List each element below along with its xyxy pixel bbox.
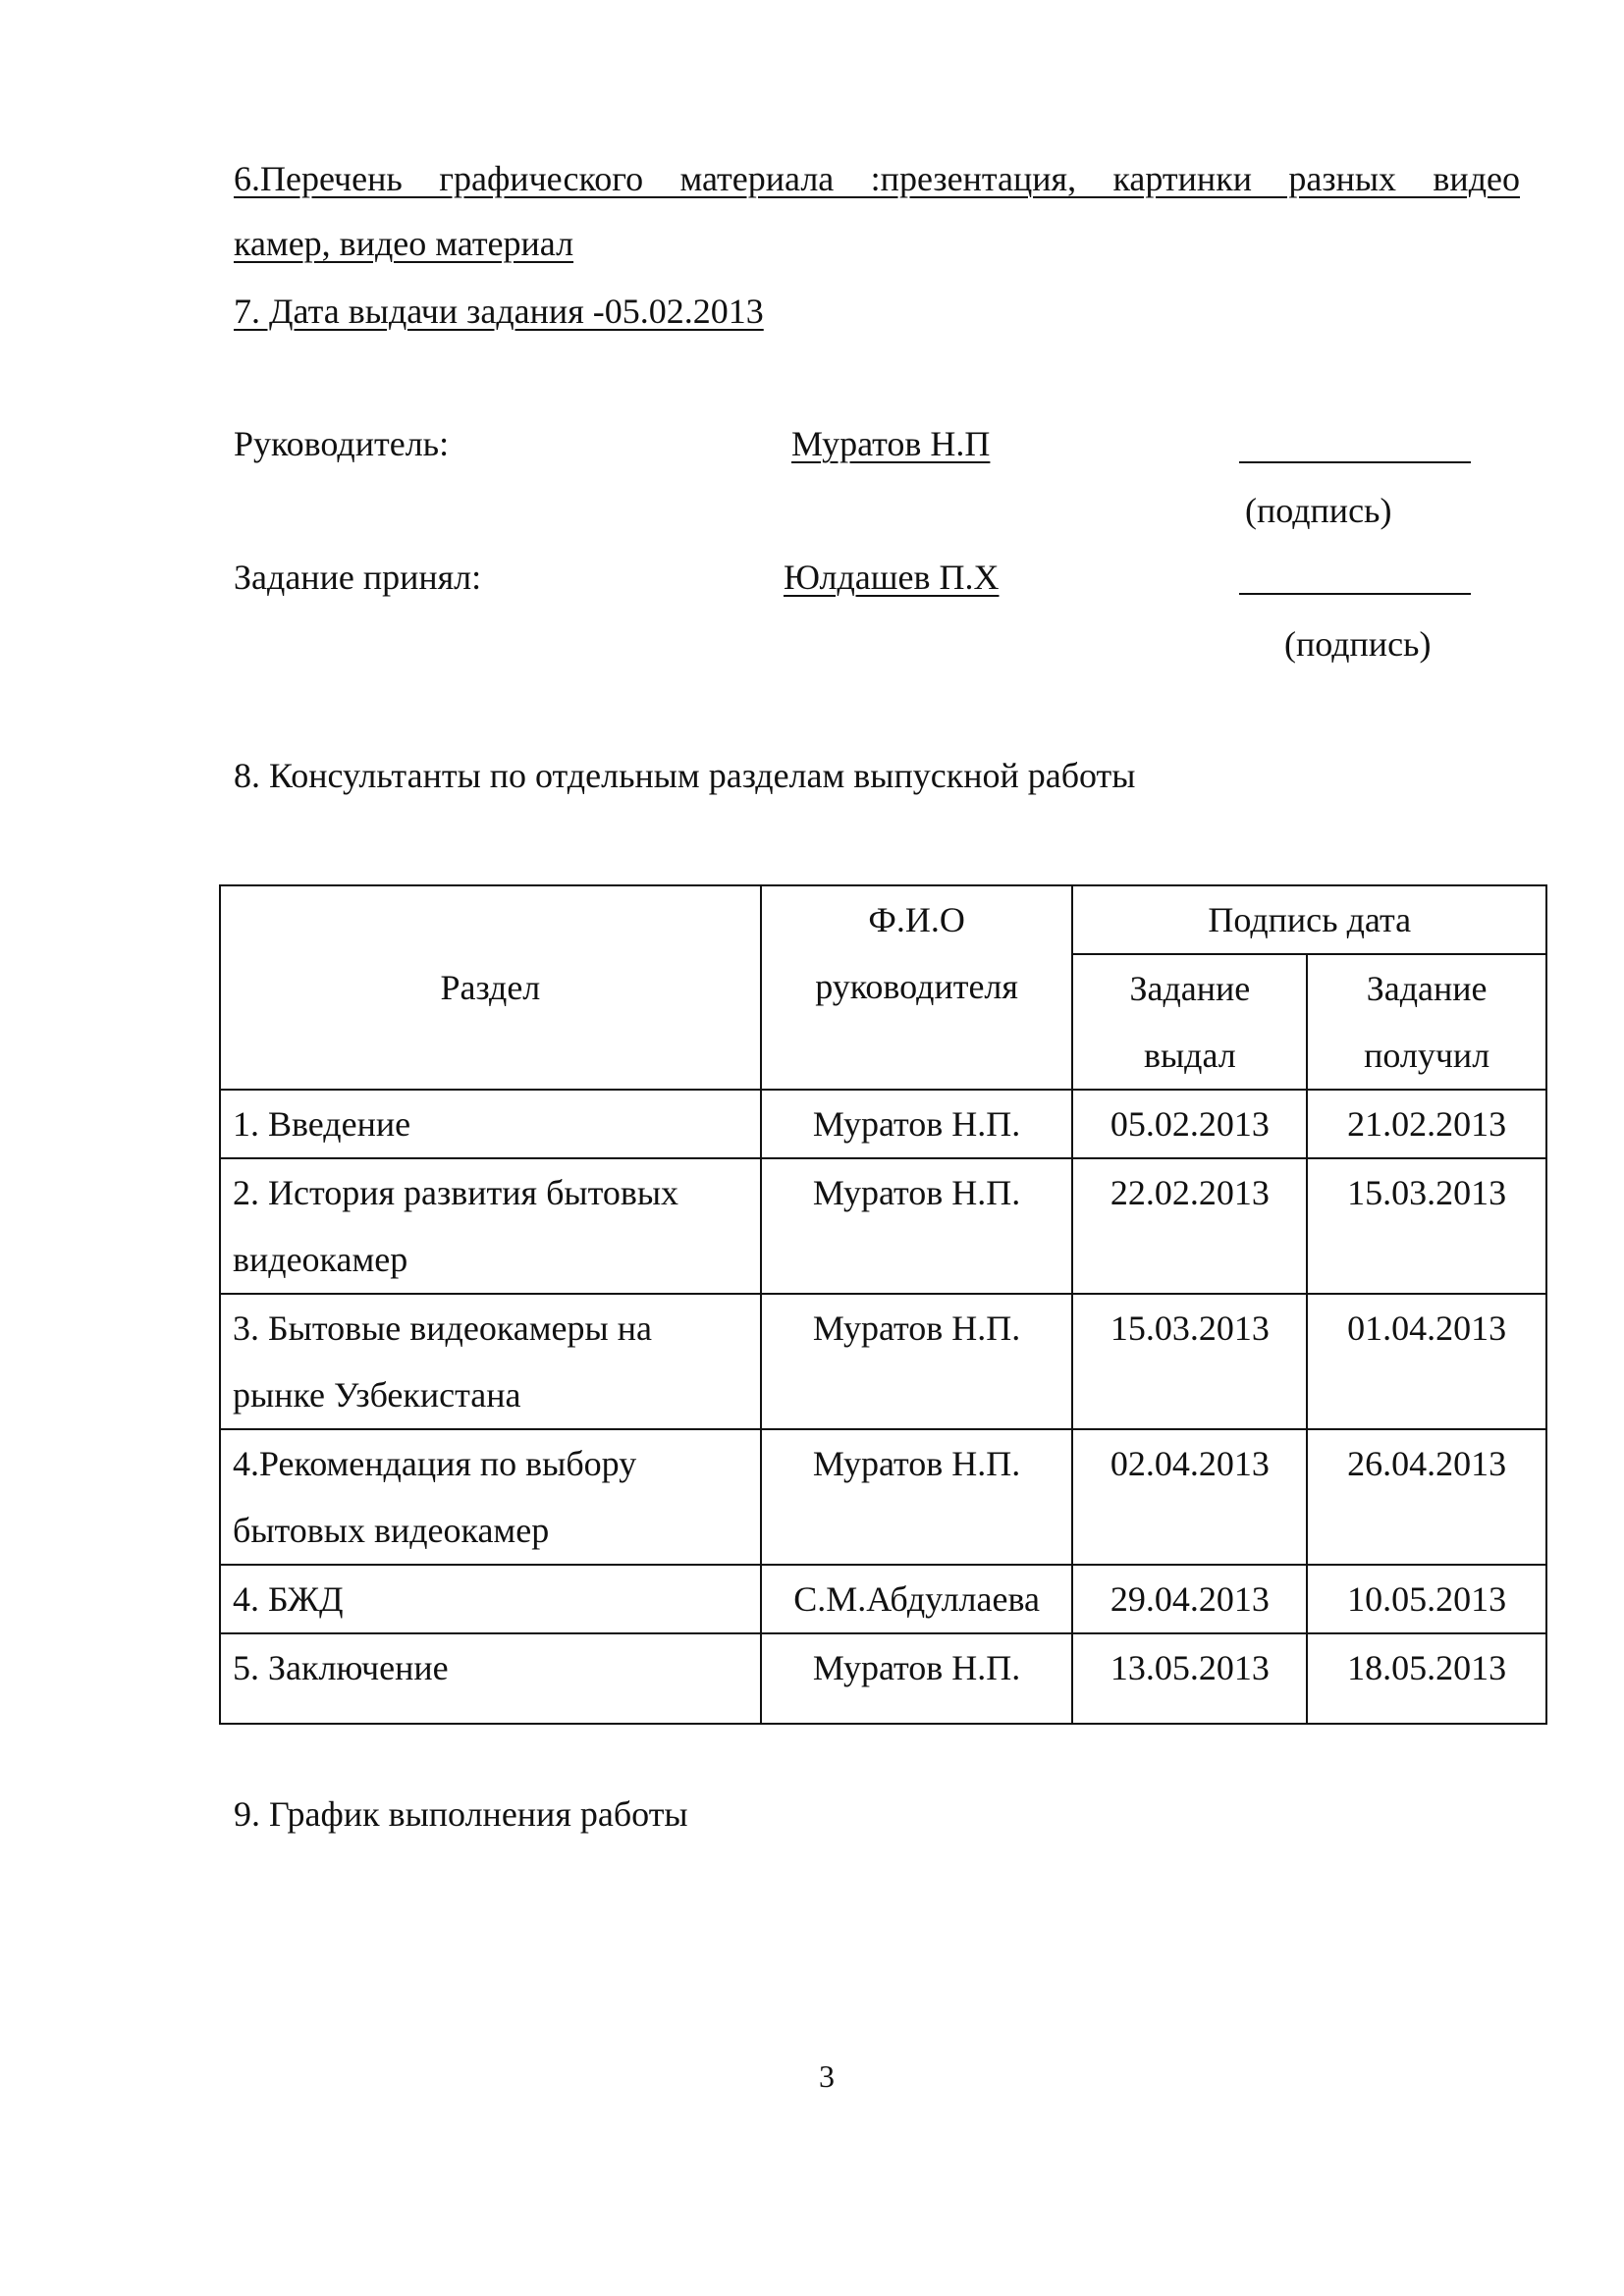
row-received-date: 15.03.2013	[1307, 1158, 1546, 1294]
header-sign-date	[1072, 885, 1546, 954]
accepted-signature-line	[1239, 593, 1471, 595]
header-received	[1307, 954, 1546, 1090]
row-fio: Муратов Н.П.	[761, 1090, 1073, 1158]
row-issued-date: 29.04.2013	[1072, 1565, 1307, 1633]
supervisor-name: Муратов Н.П	[791, 424, 991, 463]
row-received-date: 01.04.2013	[1307, 1294, 1546, 1429]
table-row	[220, 1090, 1546, 1158]
row-section: 1. Введение	[220, 1090, 761, 1158]
supervisor-label: Руководитель:	[234, 424, 450, 463]
row-section: 4.Рекомендация по выбору бытовых видеокамер	[220, 1429, 761, 1565]
table-row	[220, 1294, 1546, 1429]
section-9-title: 9. График выполнения работы	[234, 1794, 688, 1834]
header-received-line-2: получил	[1364, 1036, 1490, 1075]
row-section: 4. БЖД	[220, 1565, 761, 1633]
header-received-line-1: Задание	[1366, 969, 1488, 1008]
row-received-date: 26.04.2013	[1307, 1429, 1546, 1565]
table-header-row	[220, 885, 1546, 954]
header-fio-line-1: Ф.И.О	[868, 900, 965, 939]
row-section: 2. История развития бытовых видеокамер	[220, 1158, 761, 1294]
page-number: 3	[819, 2058, 835, 2094]
header-section	[220, 885, 761, 1090]
table-row	[220, 1429, 1546, 1565]
header-section-label: Раздел	[440, 968, 541, 1007]
row-fio: Муратов Н.П.	[761, 1294, 1073, 1429]
row-received-date: 18.05.2013	[1307, 1633, 1546, 1724]
section-6-line-1: 6.Перечень графического материала :презентация, картинки разных видео	[234, 159, 1520, 198]
row-fio: Муратов Н.П.	[761, 1158, 1073, 1294]
header-fio-line-2: руководителя	[815, 967, 1018, 1006]
row-fio: С.М.Абдуллаева	[761, 1565, 1073, 1633]
row-received-date: 10.05.2013	[1307, 1565, 1546, 1633]
header-issued-line-2: выдал	[1143, 1036, 1236, 1075]
header-issued	[1072, 954, 1307, 1090]
row-issued-date: 15.03.2013	[1072, 1294, 1307, 1429]
header-sign-date-label: Подпись дата	[1208, 900, 1412, 939]
row-issued-date: 22.02.2013	[1072, 1158, 1307, 1294]
accepted-label: Задание принял:	[234, 558, 482, 597]
row-fio: Муратов Н.П.	[761, 1633, 1073, 1724]
row-issued-date: 13.05.2013	[1072, 1633, 1307, 1724]
table-row	[220, 1633, 1546, 1724]
section-8-title: 8. Консультанты по отдельным разделам выпускной работы	[234, 756, 1136, 795]
row-issued-date: 02.04.2013	[1072, 1429, 1307, 1565]
consultants-table	[219, 884, 1547, 1725]
section-7-issue-date: 7. Дата выдачи задания -05.02.2013	[234, 292, 764, 331]
row-issued-date: 05.02.2013	[1072, 1090, 1307, 1158]
header-fio	[761, 885, 1073, 1090]
supervisor-signature-caption: (подпись)	[1245, 491, 1392, 530]
supervisor-signature-line	[1239, 461, 1471, 463]
row-fio: Муратов Н.П.	[761, 1429, 1073, 1565]
table-row	[220, 1158, 1546, 1294]
row-section: 5. Заключение	[220, 1633, 761, 1724]
accepted-signature-caption: (подпись)	[1284, 624, 1432, 664]
row-received-date: 21.02.2013	[1307, 1090, 1546, 1158]
header-issued-line-1: Задание	[1129, 969, 1251, 1008]
table-row	[220, 1565, 1546, 1633]
section-6-line-2: камер, видео материал	[234, 224, 574, 263]
row-section: 3. Бытовые видеокамеры на рынке Узбекистана	[220, 1294, 761, 1429]
accepted-name: Юлдашев П.Х	[784, 558, 1000, 597]
